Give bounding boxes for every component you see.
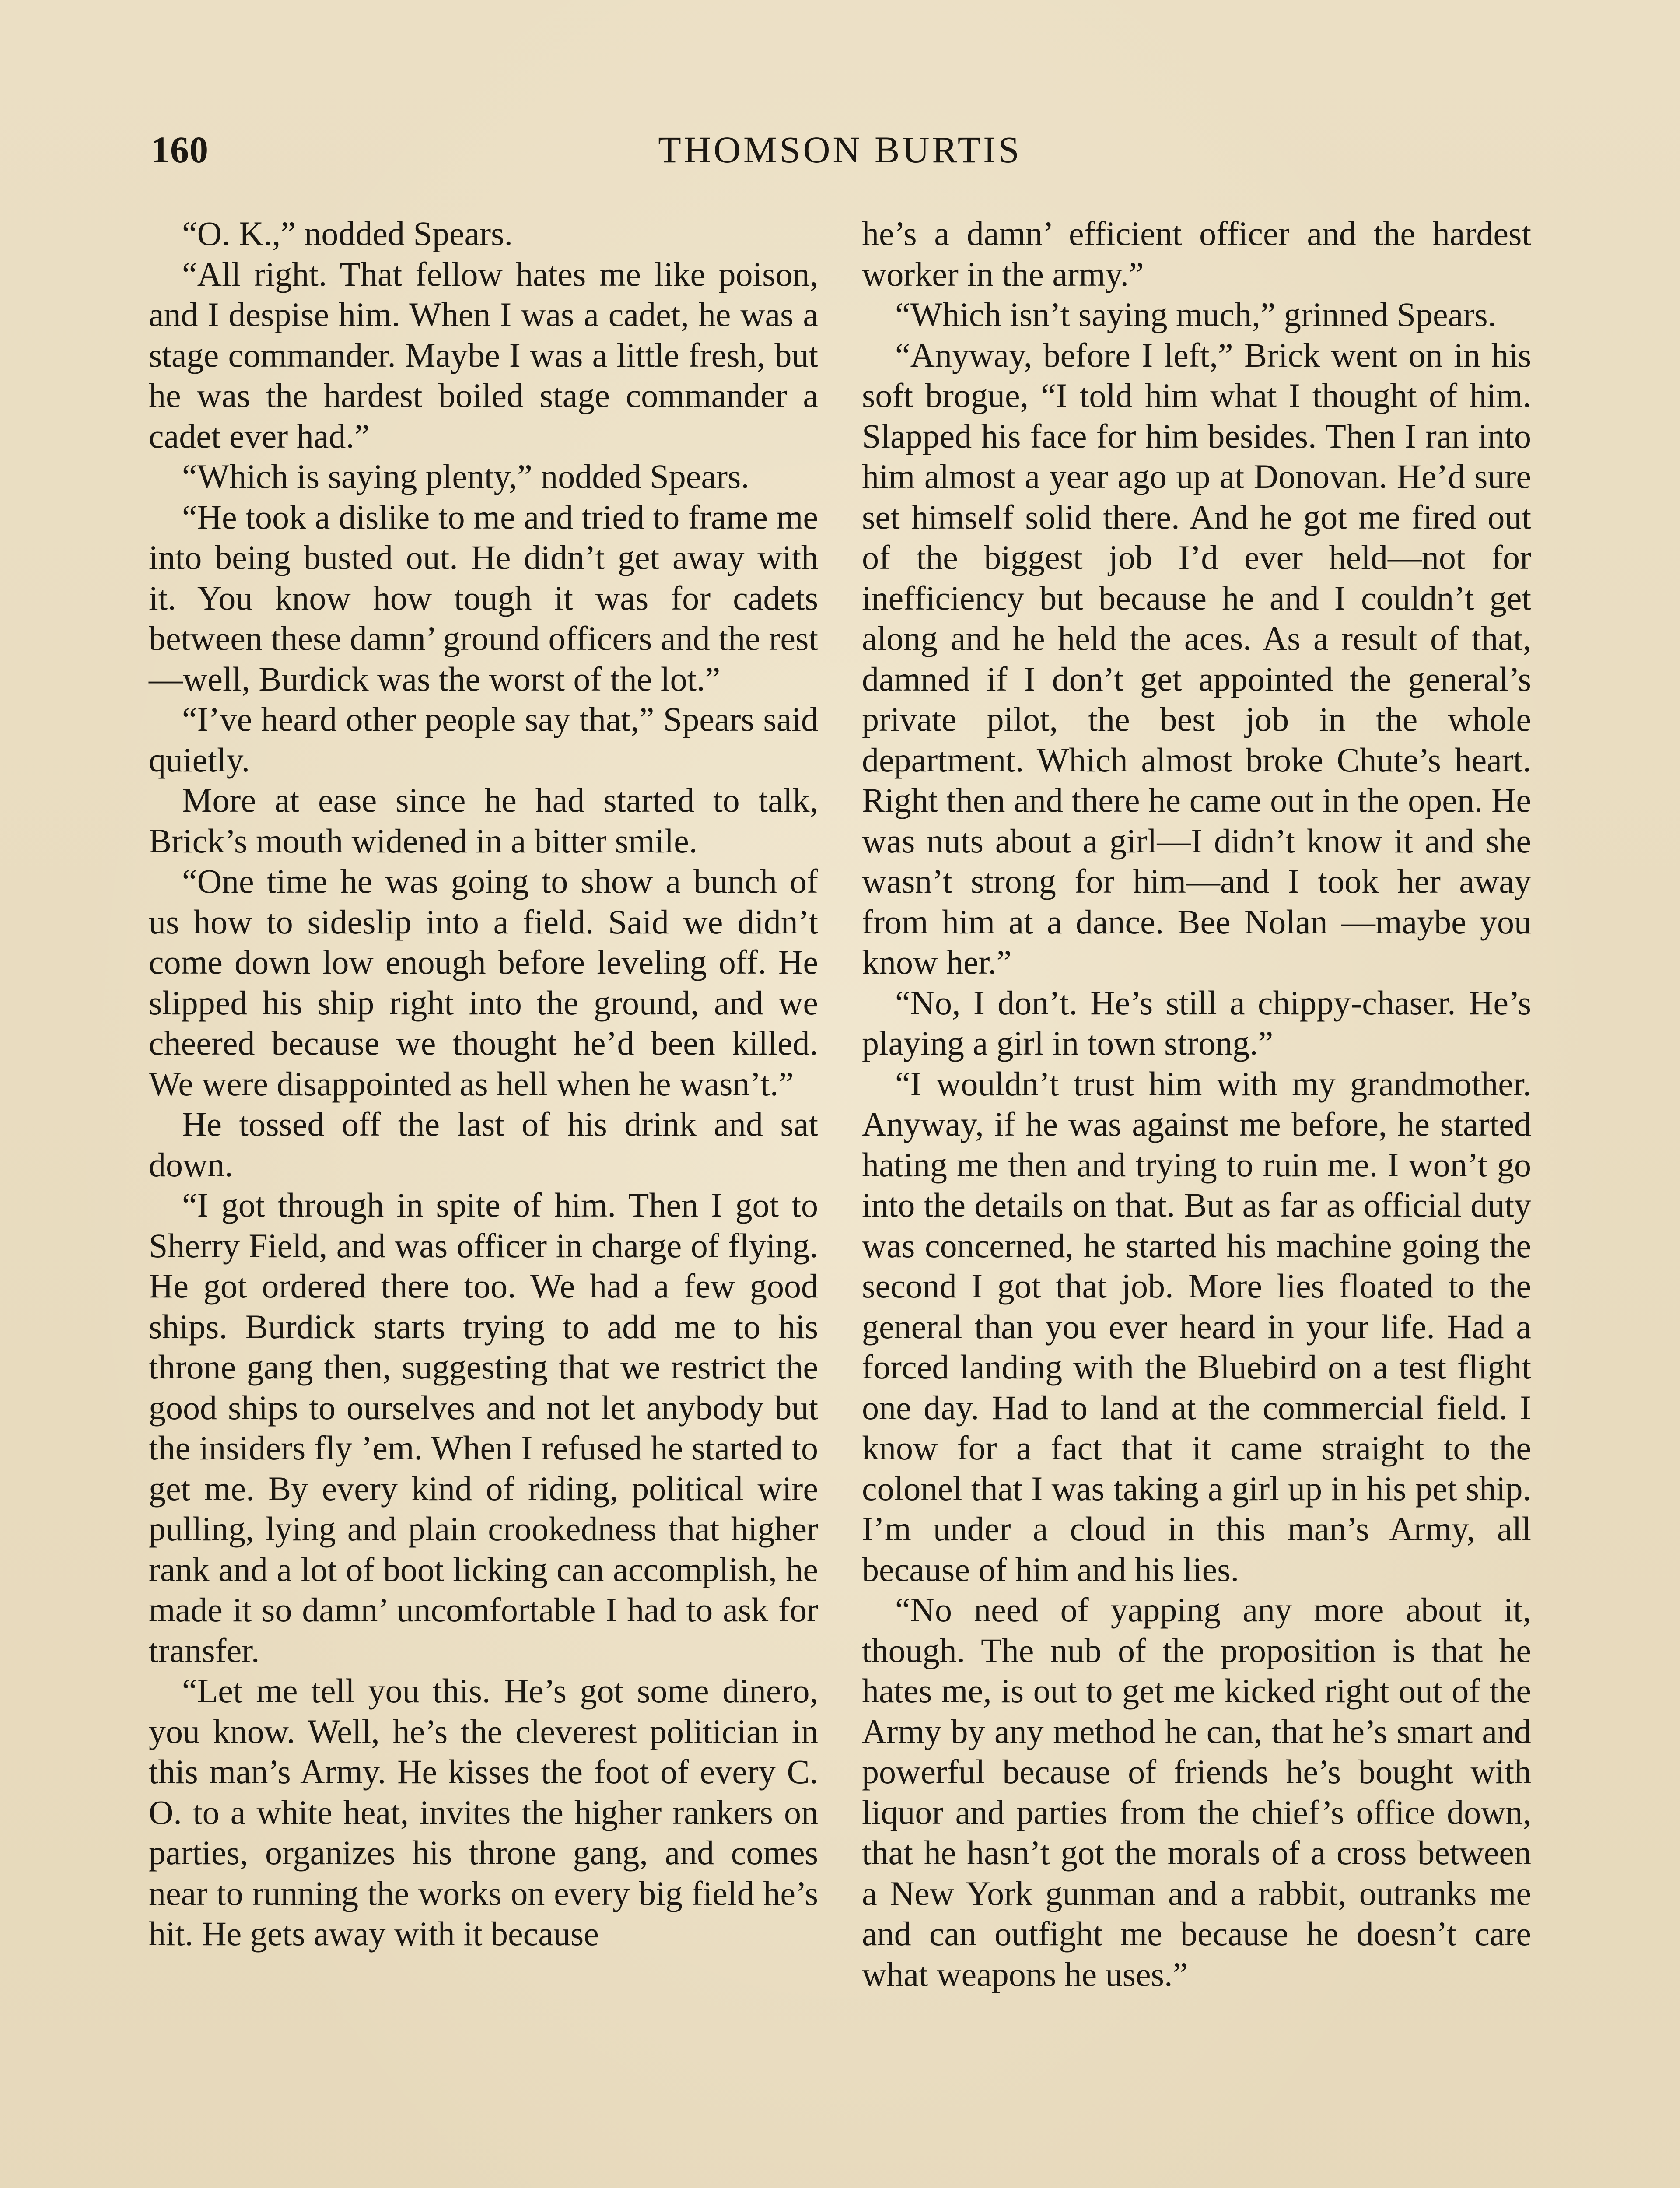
paragraph: “Which isn’t saying much,” grinned Spears. — [895, 295, 1497, 333]
paragraph: “Which is saying plenty,” nodded Spears. — [182, 457, 749, 495]
paragraph: “No need of yapping any more about it, though. The nub of the proposition is that he hates me, is out to get me kicked right out of the Army by any method he can, that he’s smart and powerful because of friends he’s bought with liquor and parties from the chief’s office down, that he hasn’t got the morals of a cross between a New York gunman and a rabbit, outranks me and can outfight me because he doesn’t care what weapons he uses.” — [862, 1591, 1531, 1993]
paragraph: He tossed off the last of his drink and sat down. — [149, 1105, 818, 1184]
paragraph: “He took a dislike to me and tried to frame me into being busted out. He didn’t get away with it. You know how tough it was for cadets between these damn’ ground officers and the rest—well, Burdick was the worst of the lot.” — [149, 498, 818, 698]
paragraph-continuation: he’s a damn’ efficient officer and the hardest worker in the army.” — [862, 214, 1531, 293]
paragraph: “I’ve heard other people say that,” Spears said quietly. — [149, 700, 818, 779]
paragraph: “I got through in spite of him. Then I got to Sherry Field, and was officer in charge of flying. He got ordered there too. We had a few good ships. Burdick starts trying to add me to his throne gang then, suggesting that we restrict the good ships to ourselves and not let anybody but the insiders fly ’em. When I refused he started to get me. By every kind of riding, political wire pulling, lying and plain crookedness that higher rank and a lot of boot licking can accomplish, he made it so damn’ uncomfortable I had to ask for transfer. — [149, 1186, 818, 1669]
paragraph: More at ease since he had started to talk, Brick’s mouth widened in a bitter smile. — [149, 781, 818, 860]
running-head: THOMSON BURTIS — [658, 129, 1022, 171]
paragraph: “No, I don’t. He’s still a chippy-chaser. He’s playing a girl in town strong.” — [862, 983, 1531, 1062]
paragraph: “O. K.,” nodded Spears. — [182, 214, 513, 252]
paragraph: “Let me tell you this. He’s got some dinero, you know. Well, he’s the cleverest politician in this man’s Army. He kisses the foot of every C. O. to a white heat, invites the higher rankers on parties, organizes his throne gang, and comes near to running the works on every big field he’s hit. He gets away with it because — [149, 1672, 818, 1953]
page-number: 160 — [151, 129, 209, 171]
text-column-left — [149, 214, 818, 1954]
paragraph: “Anyway, before I left,” Brick went on in his soft brogue, “I told him what I thought of him. Slapped his face for him besides. Then I ran into him almost a year ago up at Donovan. He’d sure set himself solid there. And he got me fired out of the biggest job I’d ever held—not for inefficiency but because he and I couldn’t get along and he held the aces. As a result of that, damned if I don’t get appointed the general’s private pilot, the best job in the whole department. Which almost broke Chute’s heart. Right then and there he came out in the open. He was nuts about a girl—I didn’t know it and she wasn’t strong for him—and I took her away from him at a dance. Bee Nolan —maybe you know her.” — [862, 336, 1531, 981]
paragraph: “All right. That fellow hates me like poison, and I despise him. When I was a cadet, he was a stage commander. Maybe I was a little fresh, but he was the hardest boiled stage commander a cadet ever had.” — [149, 255, 818, 455]
text-column-right — [862, 214, 1531, 1995]
paragraph: “I wouldn’t trust him with my grandmother. Anyway, if he was against me before, he started hating me then and trying to ruin me. I won’t go into the details on that. But as far as official duty was concerned, he started his machine going the second I got that job. More lies floated to the general than you ever heard in your life. Had a forced landing with the Bluebird on a test flight one day. Had to land at the commercial field. I know for a fact that it came straight to the colonel that I was taking a girl up in his pet ship. I’m under a cloud in this man’s Army, all because of him and his lies. — [862, 1064, 1531, 1588]
paragraph: “One time he was going to show a bunch of us how to sideslip into a field. Said we didn’t come down low enough before leveling off. He slipped his ship right into the ground, and we cheered because we thought he’d been killed. We were disappointed as hell when he wasn’t.” — [149, 862, 818, 1103]
